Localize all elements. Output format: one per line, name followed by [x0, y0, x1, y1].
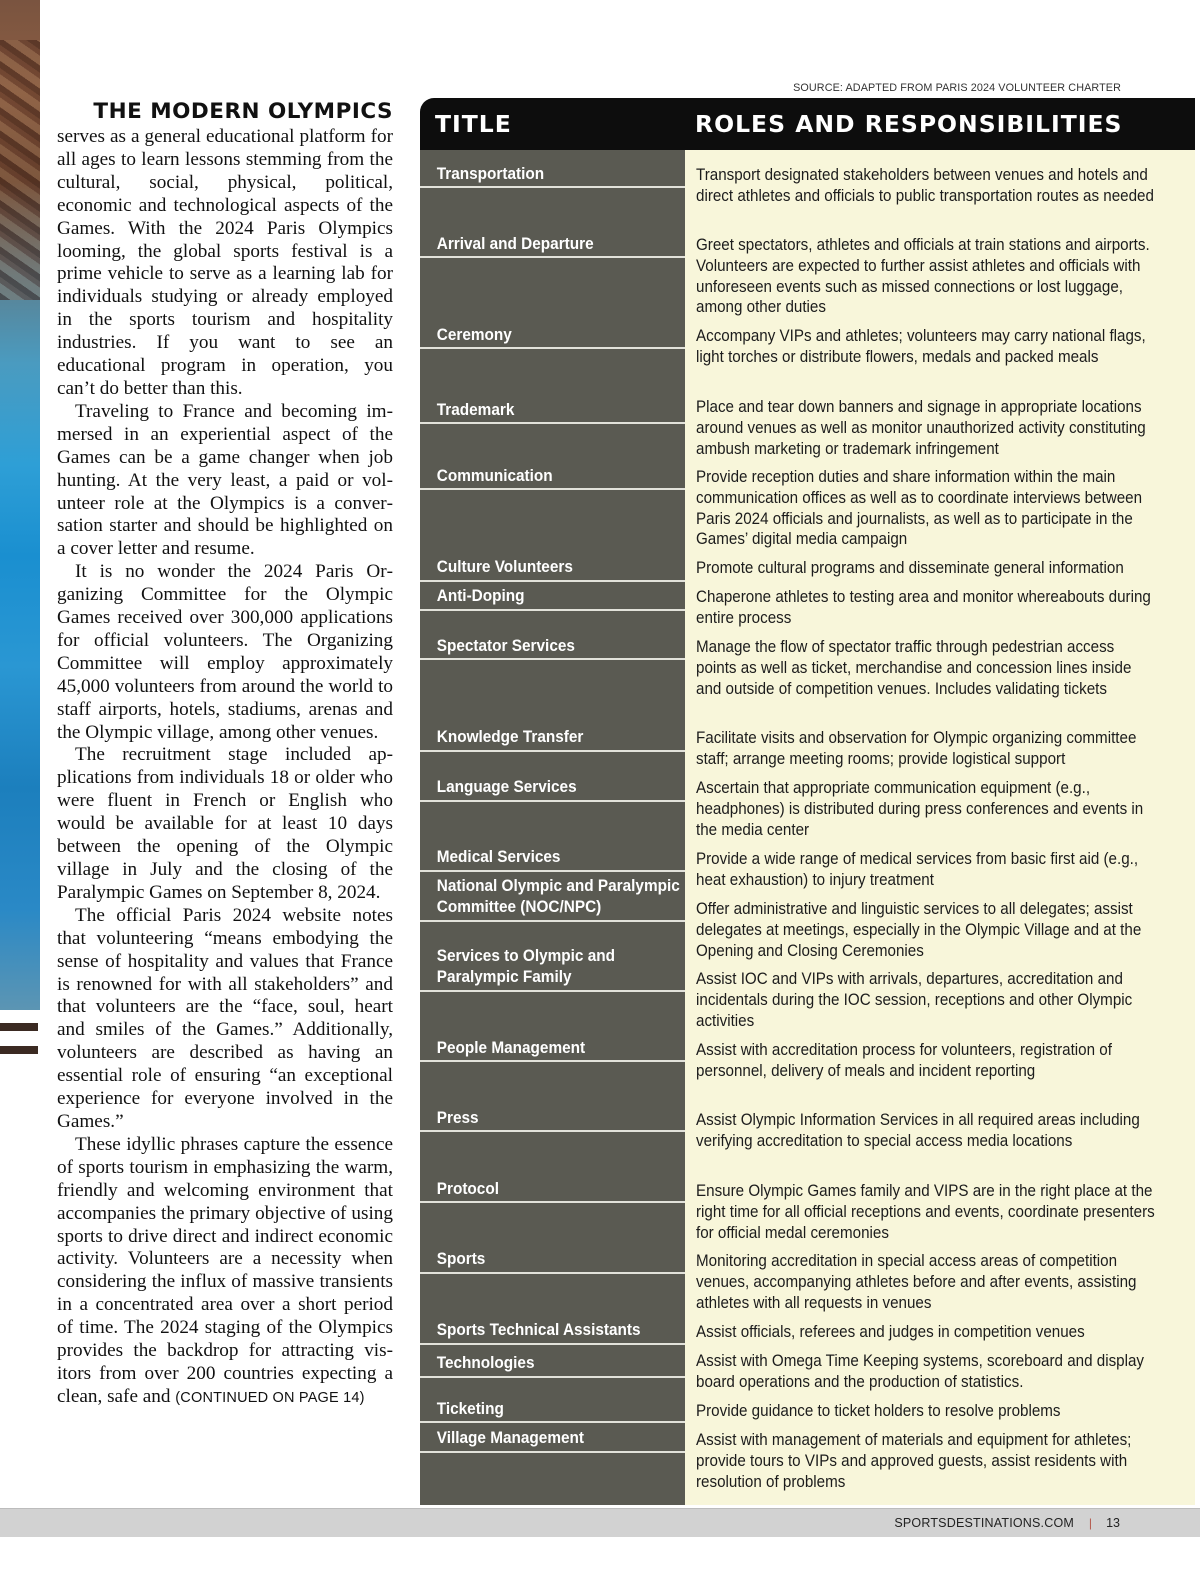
row-description-text: Accompany VIPs and athletes; volunteers may carry national flags, light torches or distribute flowers, medals and packed meals: [696, 327, 1146, 366]
row-description-text: Assist with Omega Time Keeping systems, scoreboard and display board operations and the production of statistics.: [696, 1352, 1145, 1391]
row-description-text: Provide a wide range of medical services from basic first aid (e.g., heat exhaustion) to injury treatment: [696, 850, 1139, 889]
row-description-text: Assist with management of materials and equipment for athletes; provide tours to VIPs and approved guests, assist residents with resolution of problems: [696, 1431, 1132, 1491]
row-description-text: Provide reception duties and share information within the main communication offices as well as to coordinate interviews between Paris 2024 officials and journalists, as well as to participate in the Games’ digital media campaign: [696, 468, 1143, 549]
row-description: [696, 849, 1156, 891]
row-description-text: Ensure Olympic Games family and VIPS are in the right place at the right time for all official receptions and events, coordinate presenters for official medal ceremonies: [696, 1182, 1155, 1242]
row-title-text: Village Management: [436, 1429, 584, 1447]
row-description: [696, 1322, 1156, 1343]
row-title-cell: [420, 752, 685, 802]
row-title-cell: [420, 1062, 685, 1132]
row-title-text: Sports Technical Assistants: [436, 1321, 641, 1339]
row-description: [696, 1110, 1156, 1152]
article-paragraph: The recruitment stage included applications from individuals 18 or older who were fluent in French or English who would be available for at least 10 days between the opening of the Olympic village in July and the closing of the Paralympic Games on September 8, 2024.: [57, 744, 393, 903]
row-description-text: Assist IOC and VIPs with arrivals, departures, accreditation and incidentals during the IOC session, receptions and other Olympic activities: [696, 970, 1133, 1030]
row-title-cell: [420, 582, 685, 611]
column-header-roles: ROLES AND RESPONSIBILITIES: [695, 110, 1123, 138]
row-title-text: Press: [436, 1109, 479, 1127]
row-description: [696, 1181, 1156, 1243]
row-description-text: Greet spectators, athletes and officials at train stations and airports. Volunteers are expected to further assist athletes and officials with unforeseen events such as missed connections or lost luggage, among other duties: [696, 236, 1150, 317]
row-description-text: Promote cultural programs and disseminate general information: [696, 559, 1124, 577]
continued-note: (CONTINUED ON PAGE 14): [175, 1389, 365, 1406]
column-header-title: TITLE: [435, 110, 512, 138]
source-note: SOURCE: ADAPTED FROM PARIS 2024 VOLUNTEER CHARTER: [793, 82, 1121, 94]
photo-stripe: [0, 1046, 38, 1054]
article-paragraph-text: These idyllic phrases capture the essence of sports tourism in emphasizing the warm, friendly and welcoming environment that accompanies the primary objective of using sports to drive direct and indirect economic activity. Volunteers are a necessity when considering the influx of massive transients in a concentrated area over a short period of time. The 2024 staging of the Olympics provides the backdrop for attracting visitors from over 200 countries expecting a clean, safe and: [57, 1133, 393, 1407]
row-title-cell: [420, 1423, 685, 1453]
row-title-text: Technologies: [436, 1354, 535, 1372]
row-title-text: Trademark: [436, 401, 515, 419]
row-description-text: Manage the flow of spectator traffic through pedestrian access points as well as ticket, merchandise and concession lines inside and outside of competition venues. Includes validating tickets: [696, 638, 1132, 698]
cover-photo-edge: [0, 0, 40, 1010]
row-description-text: Monitoring accreditation in special access areas of competition venues, accompanying athletes before and after events, assisting athletes with all requests in venues: [696, 1252, 1137, 1312]
row-description-text: Facilitate visits and observation for Olympic organizing committee staff; arrange meeting rooms; provide logistical support: [696, 729, 1137, 768]
row-description-text: Assist officials, referees and judges in competition venues: [696, 1323, 1085, 1341]
row-title-text: National Olympic and Paralympic Committee (NOC/NPC): [436, 877, 680, 916]
footer-separator: |: [1088, 1516, 1092, 1530]
article-heading: THE MODERN OLYMPICS: [93, 99, 393, 124]
row-title-cell: [420, 1345, 685, 1378]
volunteer-roles-table: [420, 98, 1195, 1505]
row-description: [696, 637, 1156, 699]
row-description: [696, 558, 1156, 579]
row-title-text: Knowledge Transfer: [436, 728, 584, 746]
row-description-text: Transport designated stakeholders between venues and hotels and direct athletes and officials to public transportation routes as needed: [696, 166, 1154, 205]
row-title-text: Culture Volunteers: [436, 558, 573, 576]
footer-site: SPORTSDESTINATIONS.COM: [894, 1516, 1074, 1530]
photo-stripe: [0, 1023, 38, 1031]
row-title-text: Sports: [436, 1250, 486, 1268]
row-description-text: Ascertain that appropriate communication equipment (e.g., headphones) is distributed during press conferences and events in the media center: [696, 779, 1144, 839]
row-title-cell: [420, 1378, 685, 1423]
article-paragraph-last: [57, 1134, 393, 1410]
row-title-cell: [420, 490, 685, 582]
row-title-text: Ceremony: [436, 326, 512, 344]
row-description-text: Provide guidance to ticket holders to resolve problems: [696, 1402, 1061, 1420]
row-title-cell: [420, 1132, 685, 1203]
row-description: [696, 1040, 1156, 1082]
row-title-text: Arrival and Departure: [436, 235, 594, 253]
row-description-text: Place and tear down banners and signage in appropriate locations around venues as well as monitor unauthorized activity constituting ambush marketing or trademark infringement: [696, 398, 1146, 458]
row-title-cell: [420, 1274, 685, 1345]
row-title-text: Language Services: [436, 778, 577, 796]
row-title-text: Protocol: [436, 1180, 499, 1198]
row-title-text: Spectator Services: [436, 637, 575, 655]
row-title-cell: [420, 349, 685, 424]
row-description-text: Assist Olympic Information Services in all required areas including verifying accreditation to special access media locations: [696, 1111, 1140, 1150]
row-title-cell: [420, 188, 685, 258]
article-paragraph: The official Paris 2024 website notes that volunteering “means embodying the sense of hospitality and values that France is renowned for with all stakeholders” and that volunteers are the “face, soul, heart and smiles of the Games.” Additionally, volunteers are described as having an essential role of ensuring “an exceptional experience for everyone involved in the Games.”: [57, 904, 393, 1132]
article-paragraph: serves as a general educational platform for all ages to learn lessons stemming from the cultural, social, physical, political, economic and technological aspects of the Games. With the 2024 Paris Olympics looming, the global sports festival is a prime vehicle to serve as a learning lab for individuals studying or already employed in the sports tourism and hospitality industries. If you want to see an educational program in operation, you can’t do better than this.: [57, 126, 393, 399]
row-description: [696, 467, 1156, 550]
row-title-cell: [420, 611, 685, 660]
row-title-text: Services to Olympic and Paralympic Family: [436, 947, 615, 986]
row-description: [696, 778, 1156, 840]
row-title-text: Anti-Doping: [436, 587, 525, 605]
row-description: [696, 326, 1156, 368]
row-description: [696, 899, 1156, 961]
row-description: [696, 165, 1156, 207]
row-title-cell: [420, 1203, 685, 1274]
article-paragraph: It is no wonder the 2024 Paris Organizing Committee for the Olympic Games received over 300,000 applications for official volunteers. The Organizing Committee will employ approximately 45,000 volunteers from around the world to staff airports, hotels, stadiums, arenas and the Olympic village, among other venues.: [57, 561, 393, 743]
row-title-text: Ticketing: [436, 1400, 504, 1418]
row-title-cell: [420, 872, 685, 922]
row-description-text: Assist with accreditation process for volunteers, registration of personnel, delivery of meals and incident reporting: [696, 1041, 1112, 1080]
row-title-cell: [420, 992, 685, 1062]
row-description-text: Offer administrative and linguistic services to all delegates; assist delegates at meetings, especially in the Olympic Village and at the Opening and Closing Ceremonies: [696, 900, 1142, 960]
photo-detail: [0, 40, 40, 300]
page-footer: [0, 1508, 1200, 1537]
row-title-cell: [420, 258, 685, 349]
row-description: [696, 587, 1156, 629]
row-title-text: Transportation: [436, 165, 545, 183]
row-description: [696, 728, 1156, 770]
row-title-text: People Management: [436, 1039, 586, 1057]
page-number: 13: [1106, 1516, 1120, 1530]
article-paragraph: Traveling to France and becoming immersed in an experiential aspect of the Games can be a game changer when job hunting. At the very least, a paid or volunteer role at the Olympics is a conversation starter and should be highlighted on a cover letter and resume.: [57, 400, 393, 560]
row-title-cell: [420, 660, 685, 752]
row-description: [696, 969, 1156, 1031]
row-title-cell: [420, 922, 685, 992]
article-column: [57, 98, 393, 1410]
row-description: [696, 1251, 1156, 1313]
row-description: [696, 397, 1156, 459]
row-title-cell: [420, 424, 685, 490]
row-description: [696, 1351, 1156, 1393]
row-title-cell: [420, 802, 685, 872]
row-description: [696, 1430, 1156, 1492]
row-title-text: Medical Services: [436, 848, 561, 866]
row-description: [696, 1401, 1156, 1422]
row-description: [696, 235, 1156, 318]
table-header: [420, 98, 1195, 150]
row-title-text: Communication: [436, 467, 553, 485]
row-description-text: Chaperone athletes to testing area and monitor whereabouts during entire process: [696, 588, 1151, 627]
row-title-cell: [420, 152, 685, 188]
